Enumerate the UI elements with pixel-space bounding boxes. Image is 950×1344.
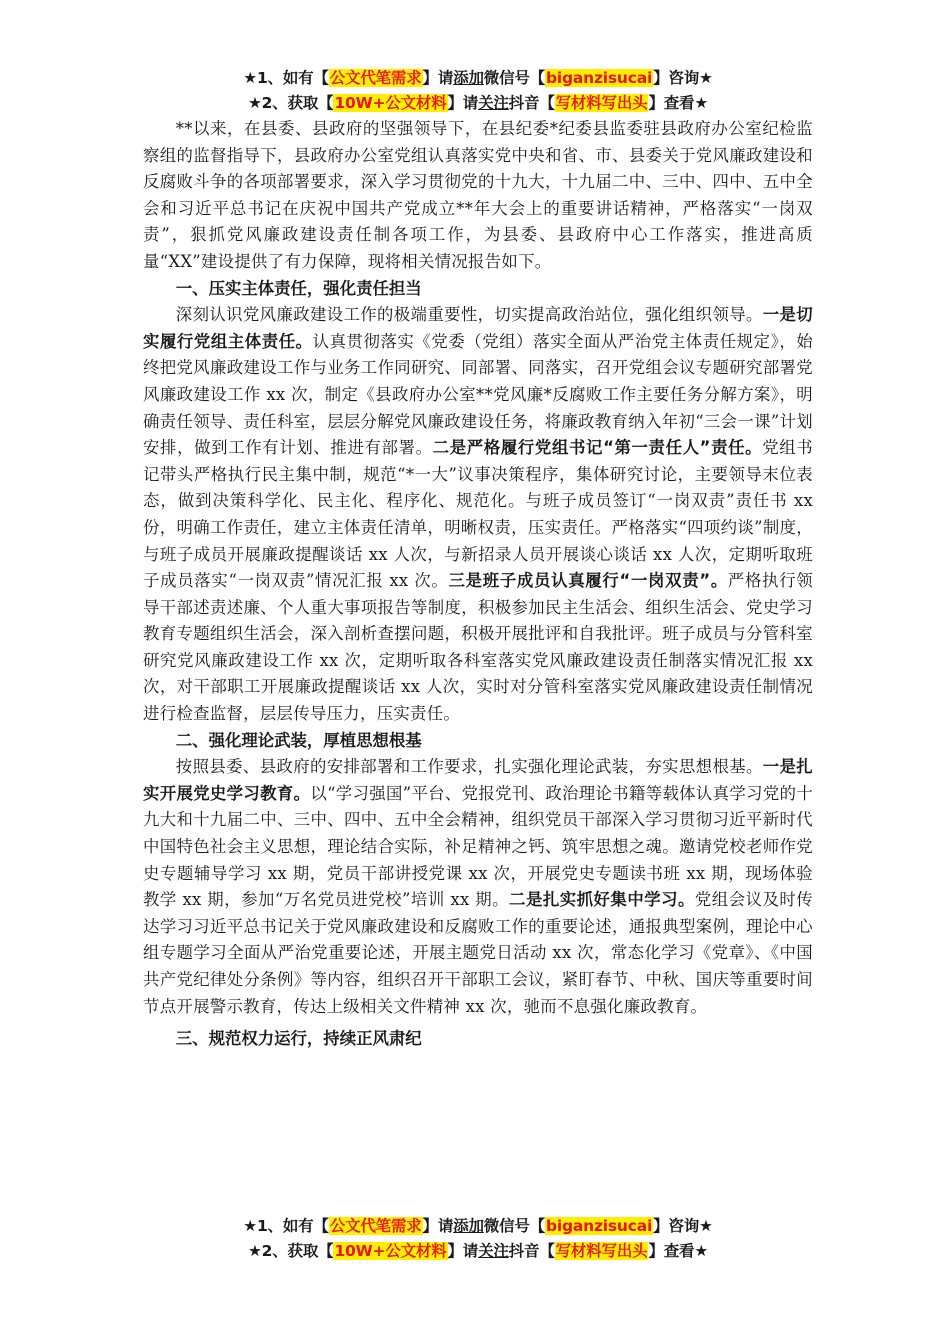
promo-text: 抖音【 bbox=[508, 1242, 555, 1260]
body-text: 认真贯彻落实《党委（党组）落实全面从严治党主体责任规定》，始终把党风廉政建设工作与业务工作同研究、同部署、同落实，召开党组会议专题研究部署党风廉政建设工作 xx 次，制定《县政府办公室**党风廉*反腐败工作主要任务分解方案》，明确责任领导、责任科室，层层分解党风廉政建设任务，将廉政教育纳入年初“三会一课”计划安排，做到工作有计划、推进有部署。 bbox=[143, 331, 813, 458]
promo-text: 】咨询★ bbox=[653, 1217, 713, 1235]
promo-highlight-materials: 10W+公文材料 bbox=[334, 94, 447, 112]
promo-text: ★1、如有【 bbox=[243, 1217, 329, 1235]
footer-promo-line-2 bbox=[143, 1239, 813, 1264]
section-2-heading: 二、强化理论武装，厚植思想根基 bbox=[175, 730, 422, 750]
bold-lead: 二是严格履行党组书记“第一责任人”责任。 bbox=[432, 438, 763, 458]
bold-lead: 一是扎实开展党史学习教育。 bbox=[143, 757, 813, 803]
promo-underlined-word: 关注 bbox=[478, 1242, 509, 1260]
promo-text: 】查看★ bbox=[648, 1242, 709, 1260]
promo-highlight-wechat-id: biganzisucai bbox=[545, 1217, 653, 1235]
promo-line-1 bbox=[143, 66, 813, 91]
section-3-heading: 三、规范权力运行，持续正风肃纪 bbox=[175, 1029, 422, 1049]
body-text: 深刻认识党风廉政建设工作的极端重要性，切实提高政治站位，强化组织领导。 bbox=[175, 305, 763, 325]
bold-lead: 二是扎实抓好集中学习。 bbox=[509, 890, 695, 910]
promo-underlined-word: 关注 bbox=[478, 94, 509, 112]
promo-text: 】请 bbox=[422, 1217, 454, 1235]
promo-line-2 bbox=[143, 91, 813, 116]
promo-text: 】请 bbox=[422, 69, 454, 87]
body-text: 以“学习强国”平台、党报党刊、政治理论书籍等载体认真学习党的十九大和十九届二中、三中、四中、五中全会精神，组织党员干部深入学习贯彻习近平新时代中国特色社会主义思想，理论结合实际，补足精神之钙、筑牢思想之魂。邀请党校老师作党史专题辅导学习 xx 期，党员干部讲授党课 xx 次，开展党史专题读书班 xx 期，现场体验教学 xx 期，参加“万名党员进党校”培训 xx 期。 bbox=[143, 783, 814, 910]
promo-text: 抖音【 bbox=[508, 94, 555, 112]
body-text: 按照县委、县政府的安排部署和工作要求，扎实强化理论武装，夯实思想根基。 bbox=[175, 757, 763, 777]
promo-text: ★2、获取【 bbox=[247, 1242, 334, 1260]
bold-lead: 一是切实履行党组主体责任。 bbox=[143, 305, 813, 351]
promo-text: ★2、获取【 bbox=[247, 94, 334, 112]
footer-promo bbox=[143, 1214, 813, 1264]
promo-underlined-word: 添加 bbox=[453, 69, 484, 87]
bold-lead: 三是班子成员认真履行“一岗双责”。 bbox=[448, 571, 728, 591]
section-2-paragraph bbox=[143, 754, 813, 1020]
promo-text: 】请 bbox=[447, 94, 479, 112]
promo-highlight-douyin: 写材料写出头 bbox=[555, 94, 648, 112]
body-text: 党组书记带头严格执行民主集中制，规范“*一大”议事决策程序，集体研究讨论，主要领导末位表态，做到决策科学化、民主化、程序化、规范化。与班子成员签订“一岗双责”责任书 xx 份，明确工作责任，建立主体责任清单，明晰权责，压实责任。严格落实“四项约谈”制度，与班子成员开展廉政提醒谈话 xx 人次，与新招录人员开展谈心谈话 xx 人次，定期听取班子成员落实“一岗双责”情况汇报 xx 次。 bbox=[143, 438, 813, 591]
body-text: 严格执行领导干部述责述廉、个人重大事项报告等制度，积极参加民主生活会、组织生活会、党史学习教育专题组织生活会，深入剖析查摆问题，积极开展批评和自我批评。班子成员与分管科室研究党风廉政建设工作 xx 次，定期听取各科室落实党风廉政建设责任制落实情况汇报 xx 次，对干部职工开展廉政提醒谈话 xx 人次，实时对分管科室落实党风廉政建设责任制情况进行检查监督，层层传导压力，压实责任。 bbox=[143, 571, 813, 724]
promo-highlight-wechat-id: biganzisucai bbox=[545, 69, 653, 87]
promo-text: 】请 bbox=[447, 1242, 479, 1260]
promo-highlight-service: 公文代笔需求 bbox=[329, 1217, 422, 1235]
section-1-heading: 一、压实主体责任，强化责任担当 bbox=[175, 278, 422, 298]
footer-promo-line-1 bbox=[143, 1214, 813, 1239]
promo-highlight-douyin: 写材料写出头 bbox=[555, 1242, 648, 1260]
promo-text: 】咨询★ bbox=[653, 69, 713, 87]
promo-text: 】查看★ bbox=[648, 94, 709, 112]
section-1-paragraph bbox=[143, 302, 813, 728]
body-text: 党组会议及时传达学习习近平总书记关于党风廉政建设和反腐败工作的重要论述，通报典型案例，理论中心组专题学习全面从严治党重要论述，开展主题党日活动 xx 次，常态化学习《党章》、《中国共产党纪律处分条例》等内容，组织召开干部职工会议，紧盯春节、中秋、国庆等重要时间节点开展警示教育，传达上级相关文件精神 xx 次，驰而不息强化廉政教育。 bbox=[143, 890, 813, 1016]
document-page bbox=[143, 66, 813, 1053]
promo-highlight-materials: 10W+公文材料 bbox=[334, 1242, 447, 1260]
intro-paragraph: **以来，在县委、县政府的坚强领导下，在县纪委*纪委县监委驻县政府办公室纪检监察组的监督指导下，县政府办公室党组认真落实党中央和省、市、县委关于党风廉政建设和反腐败斗争的各项部署要求，深入学习贯彻党的十九大，十九届二中、三中、四中、五中全会和习近平总书记在庆祝中国共产党成立**年大会上的重要讲话精神，严格落实“一岗双责”，狠抓党风廉政建设责任制各项工作，为县委、县政府中心工作落实，推进高质量“XX”建设提供了有力保障，现将相关情况报告如下。 bbox=[143, 119, 813, 271]
promo-text: 微信号【 bbox=[483, 69, 545, 87]
promo-highlight-service: 公文代笔需求 bbox=[329, 69, 422, 87]
promo-underlined-word: 添加 bbox=[453, 1217, 484, 1235]
promo-text: ★1、如有【 bbox=[243, 69, 329, 87]
promo-text: 微信号【 bbox=[483, 1217, 545, 1235]
